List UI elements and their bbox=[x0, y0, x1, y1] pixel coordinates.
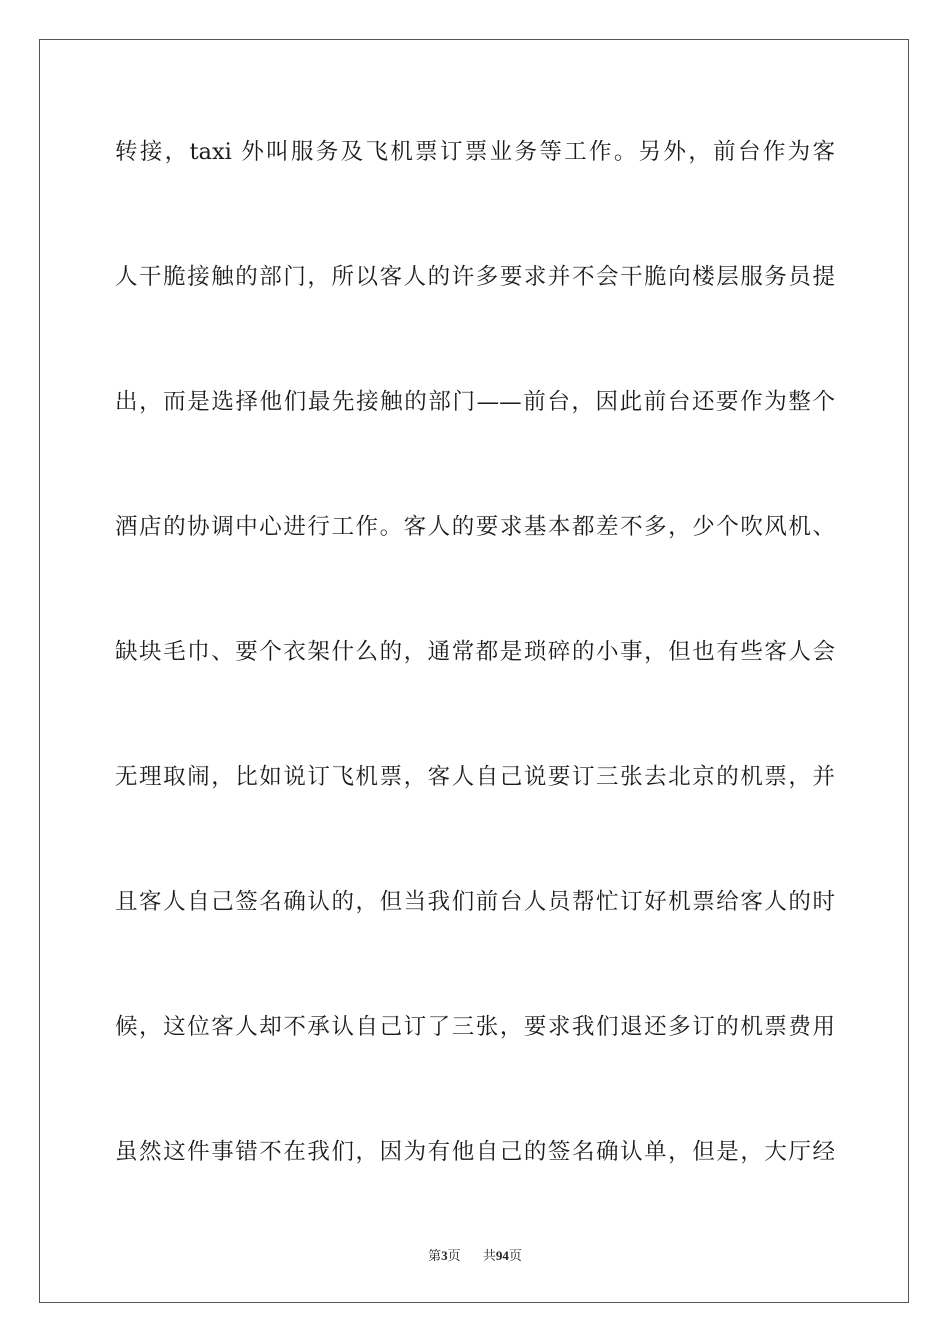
total-pages: 94 bbox=[495, 1248, 509, 1263]
text-line: 酒店的协调中心进行工作。客人的要求基本都差不多，少个吹风机、 bbox=[115, 514, 835, 540]
text-line: 无理取闹，比如说订飞机票，客人自己说要订三张去北京的机票，并 bbox=[115, 764, 835, 790]
text-line: 虽然这件事错不在我们，因为有他自己的签名确认单，但是，大厅经 bbox=[115, 1139, 835, 1165]
text-line: 人干脆接触的部门，所以客人的许多要求并不会干脆向楼层服务员提 bbox=[115, 264, 835, 290]
page-number: 3 bbox=[441, 1248, 448, 1263]
total-prefix: 共 bbox=[482, 1249, 496, 1264]
page-prefix: 第 bbox=[428, 1249, 442, 1264]
text-line: 且客人自己签名确认的，但当我们前台人员帮忙订好机票给客人的时 bbox=[115, 889, 835, 915]
total-suffix: 页 bbox=[508, 1249, 522, 1264]
text-line: 缺块毛巾、要个衣架什么的，通常都是琐碎的小事，但也有些客人会 bbox=[115, 639, 835, 665]
page-suffix: 页 bbox=[447, 1249, 461, 1264]
text-line: 转接，taxi 外叫服务及飞机票订票业务等工作。另外，前台作为客 bbox=[115, 139, 835, 165]
document-body bbox=[115, 130, 835, 1255]
text-line: 候，这位客人却不承认自己订了三张，要求我们退还多订的机票费用 bbox=[115, 1014, 835, 1040]
text-line: 出，而是选择他们最先接触的部门——前台，因此前台还要作为整个 bbox=[115, 389, 835, 415]
page-footer bbox=[0, 1245, 950, 1264]
